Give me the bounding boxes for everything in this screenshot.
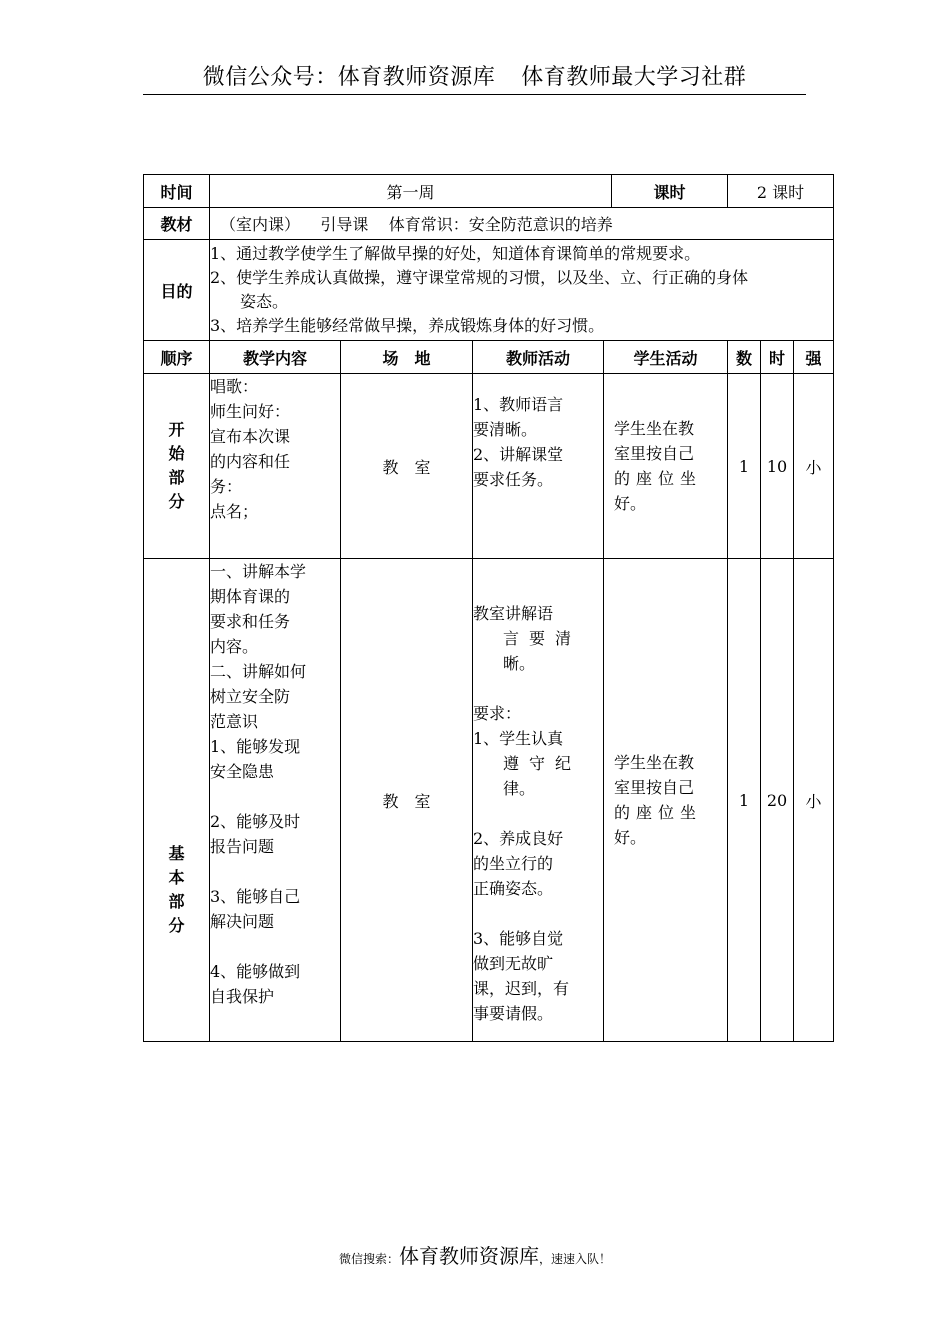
col-student: 学生活动: [604, 341, 728, 374]
row-material: [144, 208, 834, 240]
goal-item: 1、通过教学使学生了解做早操的好处，知道体育课简单的常规要求。: [210, 244, 701, 263]
intensity-cell: 小: [794, 559, 834, 1042]
header-right: 体育教师最大学习社群: [521, 65, 747, 90]
teacher-activity: 教室讲解语 言要清 晰。 要求： 1、学生认真 遵守纪 律。 2、养成良好 的坐立行的 正确姿态。 3、能够自觉 做到无故旷 课，迟到，有 事要请假。: [473, 559, 604, 1042]
row-column-headers: [144, 341, 834, 374]
hours-label: 课时: [612, 175, 728, 208]
time-label: 时间: [144, 175, 210, 208]
header-left: 微信公众号：体育教师资源库: [202, 65, 496, 90]
row-goal: [144, 240, 834, 341]
page-footer: [0, 1240, 950, 1269]
hours-value: 2 课时: [728, 175, 834, 208]
teaching-content: 一、讲解本学 期体育课的 要求和任务 内容。 二、讲解如何 树立安全防 范意识 1、能够发现 安全隐患 2、能够及时 报告问题 3、能够自己 解决问题 4、能够做到 自我保护: [210, 559, 341, 1042]
goal-item: 3、培养学生能够经常做早操，养成锻炼身体的好习惯。: [210, 316, 605, 335]
footer-name: 体育教师资源库: [399, 1244, 539, 1268]
material-label: 教材: [144, 208, 210, 240]
footer-suffix: ，速速入队！: [539, 1252, 612, 1266]
goal-item: 姿态。: [240, 292, 289, 311]
table-row: [144, 559, 834, 1042]
col-content: 教学内容: [210, 341, 341, 374]
count-cell: 1: [728, 374, 761, 559]
count-cell: 1: [728, 559, 761, 1042]
col-order: 顺序: [144, 341, 210, 374]
goal-item: 2、使学生养成认真做操，遵守课堂常规的习惯，以及坐、立、行正确的身体: [210, 268, 749, 287]
intensity-cell: 小: [794, 374, 834, 559]
table-row: [144, 374, 834, 559]
col-place: 场 地: [341, 341, 473, 374]
student-activity: 学生坐在教 室里按自己 的座位坐 好。: [604, 374, 728, 559]
section-label: 基 本 部 分: [144, 559, 210, 1042]
goal-label: 目的: [144, 240, 210, 341]
student-activity: 学生坐在教 室里按自己 的座位坐 好。: [604, 559, 728, 1042]
col-time: 时: [761, 341, 794, 374]
goal-list: [210, 240, 834, 341]
time-cell: 20: [761, 559, 794, 1042]
teaching-content: 唱歌： 师生问好： 宣布本次课 的内容和任 务： 点名；: [210, 374, 341, 559]
time-value: 第一周: [210, 175, 612, 208]
footer-prefix: 微信搜索：: [338, 1252, 399, 1266]
row-time: [144, 175, 834, 208]
section-label: 开 始 部 分: [144, 374, 210, 559]
place-cell: 教 室: [341, 559, 473, 1042]
time-cell: 10: [761, 374, 794, 559]
col-intensity: 强: [794, 341, 834, 374]
place-cell: 教 室: [341, 374, 473, 559]
lesson-plan-table: [143, 174, 834, 1042]
col-count: 数: [728, 341, 761, 374]
material-value: （室内课） 引导课 体育常识：安全防范意识的培养: [210, 208, 834, 240]
teacher-activity: 1、教师语言 要清晰。 2、讲解课堂 要求任务。: [473, 374, 604, 559]
col-teacher: 教师活动: [473, 341, 604, 374]
page-header: [143, 62, 806, 95]
